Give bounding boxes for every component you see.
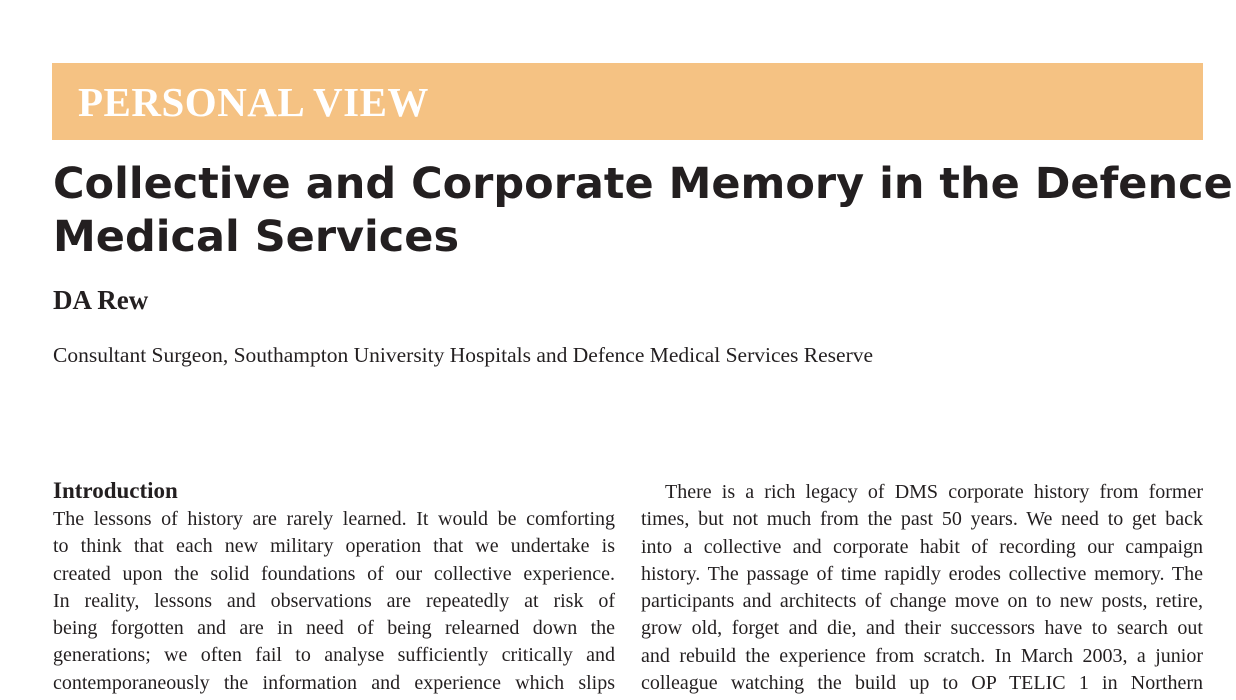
text-line: being forgotten and are in need of being relearned down the xyxy=(53,617,615,640)
text-line: times, but not much from the past 50 years. We need to get back xyxy=(641,508,1203,531)
introduction-paragraph xyxy=(53,506,615,697)
right-column xyxy=(641,477,1203,697)
text-line: The lessons of history are rarely learned. It would be comforting xyxy=(53,508,615,530)
author-name: DA Rew xyxy=(53,285,149,315)
text-line: contemporaneously the information and experience which slips xyxy=(53,671,615,694)
text-line: and rebuild the experience from scratch. In March 2003, a junior xyxy=(641,644,1203,667)
author-affiliation: Consultant Surgeon, Southampton University Hospitals and Defence Medical Services Reserve xyxy=(53,343,874,367)
article-title-line: Medical Services xyxy=(53,212,460,262)
body-paragraph xyxy=(641,477,1203,697)
text-line: created upon the solid foundations of our collective experience. xyxy=(53,562,615,585)
article-title xyxy=(53,158,1233,264)
text-line: There is a rich legacy of DMS corporate history from former xyxy=(665,481,1203,503)
section-heading-introduction: Introduction xyxy=(53,478,178,503)
text-line: to think that each new military operation that we undertake is xyxy=(53,535,615,558)
section-label: PERSONAL VIEW xyxy=(78,79,429,125)
left-column xyxy=(53,477,615,697)
section-banner xyxy=(52,63,1203,140)
text-line: history. The passage of time rapidly erodes collective memory. The xyxy=(641,562,1203,585)
text-line: generations; we often fail to analyse sufficiently critically and xyxy=(53,644,615,667)
text-line: participants and architects of change move on to new posts, retire, xyxy=(641,590,1203,613)
text-line: In reality, lessons and observations are repeatedly at risk of xyxy=(53,589,615,612)
text-line: into a collective and corporate habit of recording our campaign xyxy=(641,535,1203,558)
text-line: grow old, forget and die, and their successors have to search out xyxy=(641,617,1203,640)
text-line: colleague watching the build up to OP TELIC 1 in Northern xyxy=(641,672,1203,695)
article-title-line: Collective and Corporate Memory in the Defence xyxy=(53,159,1233,209)
